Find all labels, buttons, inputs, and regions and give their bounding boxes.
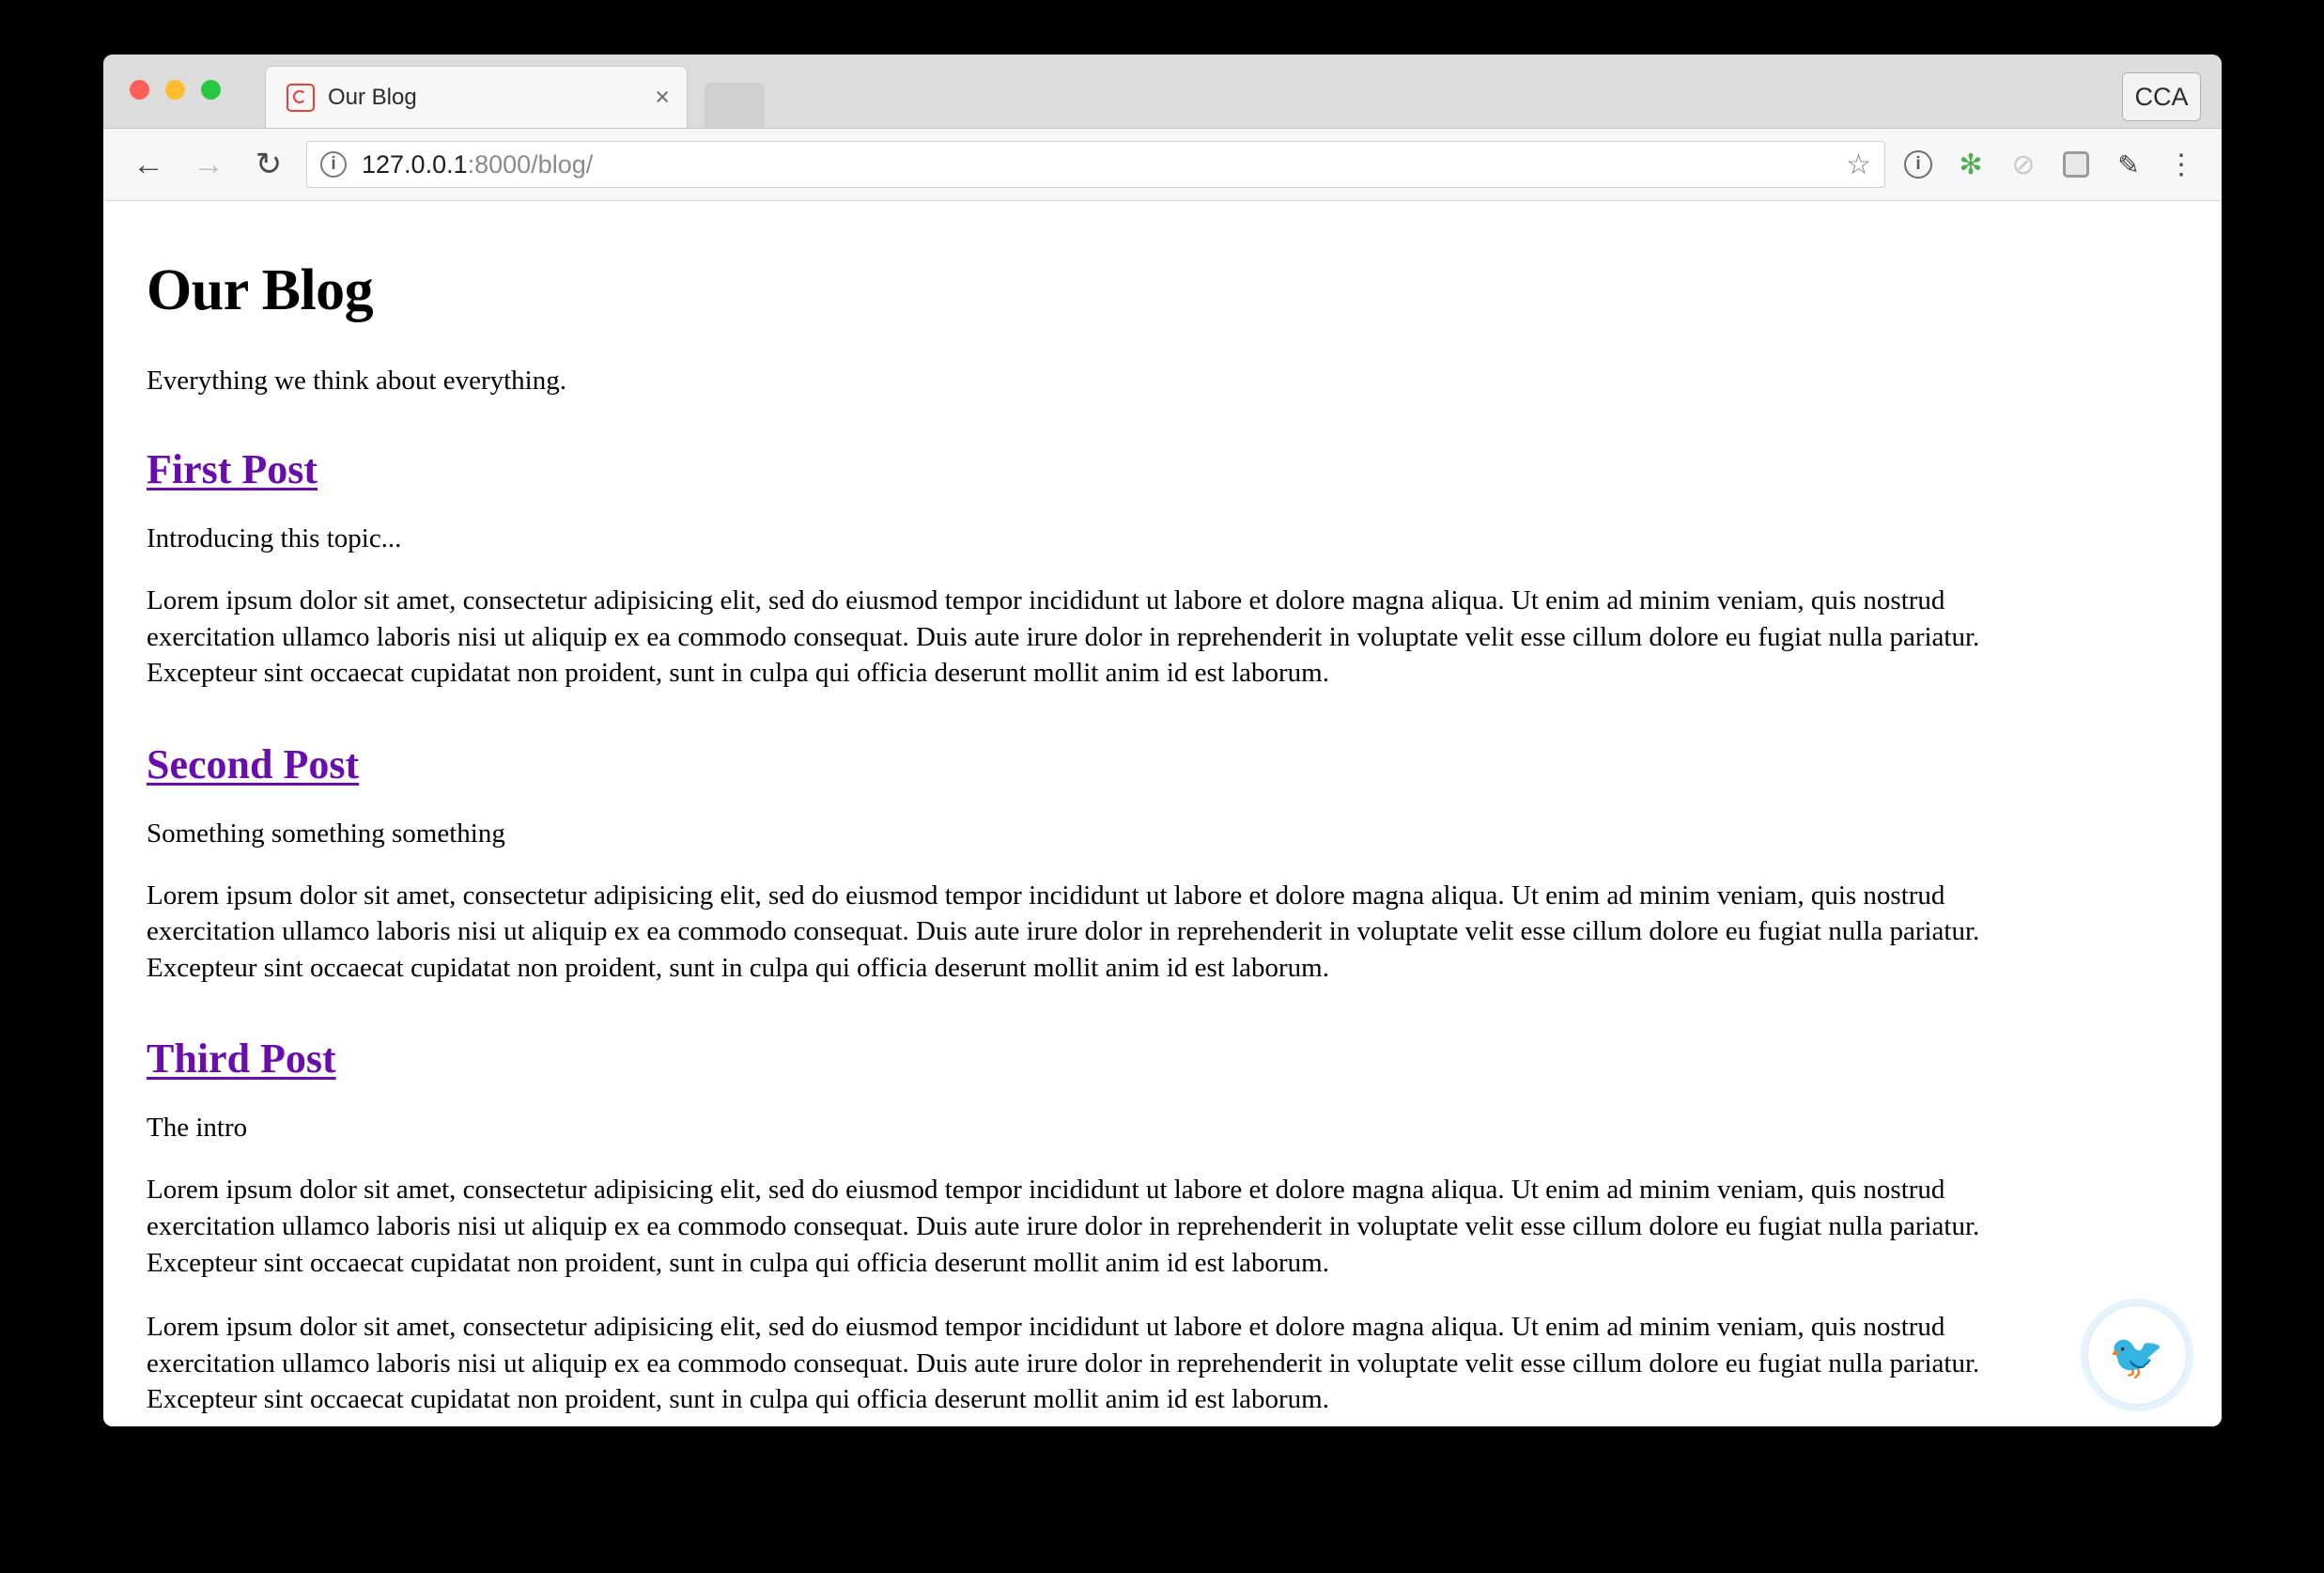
pencil-glyph: ✎ xyxy=(2117,149,2140,179)
address-bar-url xyxy=(362,150,593,179)
post-title-second xyxy=(147,740,2178,788)
reader-mode-icon[interactable] xyxy=(2058,147,2094,182)
cca-badge: CCA xyxy=(2122,72,2201,121)
post-intro-first: Introducing this topic... xyxy=(147,523,402,553)
tab-title: Our Blog xyxy=(328,84,417,110)
address-bar[interactable] xyxy=(306,141,1885,188)
new-tab-button[interactable] xyxy=(705,83,765,128)
browser-window xyxy=(103,55,2222,1426)
post-body-second: Lorem ipsum dolor sit amet, consectetur adipisicing elit, sed do eiusmod tempor incididunt ut labore et dolore magna aliqua. Ut enim ad minim veniam, quis nostrud exercitation ullamco laboris nisi ut aliquip ex ea commodo consequat. Duis aute irure dolor in reprehenderit in voluptate velit esse cillum dolore eu fugiat nulla pariatur. Excepteur sint occaecat cupidatat non proident, sunt in culpa qui officia deserunt mollit anim id est laborum. xyxy=(147,880,1980,983)
bookmark-star-icon[interactable]: ☆ xyxy=(1846,148,1871,180)
minimize-window-button[interactable] xyxy=(165,80,185,100)
info-circle-icon[interactable] xyxy=(1900,147,1936,182)
edit-pencil-icon[interactable] xyxy=(2111,147,2146,182)
chrome-menu-icon[interactable] xyxy=(2163,147,2199,182)
post-body-first: Lorem ipsum dolor sit amet, consectetur adipisicing elit, sed do eiusmod tempor incididunt ut labore et dolore magna aliqua. Ut enim ad minim veniam, quis nostrud exercitation ullamco laboris nisi ut aliquip ex ea commodo consequat. Duis aute irure dolor in reprehenderit in voluptate velit esse cillum dolore eu fugiat nulla pariatur. Excepteur sint occaecat cupidatat non proident, sunt in culpa qui officia deserunt mollit anim id est laborum. xyxy=(147,585,1980,689)
info-circle-glyph: i xyxy=(1904,150,1932,179)
puzzle-extension-icon[interactable] xyxy=(1953,147,1989,182)
post-title-first xyxy=(147,445,2178,493)
post-intro-third: The intro xyxy=(147,1113,248,1144)
blog-tagline: Everything we think about everything. xyxy=(147,366,566,396)
window-controls xyxy=(130,80,221,100)
maximize-window-button[interactable] xyxy=(201,80,221,100)
post-body-third-second-paragraph: Lorem ipsum dolor sit amet, consectetur adipisicing elit, sed do eiusmod tempor incididunt ut labore et dolore magna aliqua. Ut enim ad minim veniam, quis nostrud exercitation ullamco laboris nisi ut aliquip ex ea commodo consequat. Duis aute irure dolor in reprehenderit in voluptate velit esse cillum dolore eu fugiat nulla pariatur. Excepteur sint occaecat cupidatat non proident, sunt in culpa qui officia deserunt mollit anim id est laborum. xyxy=(147,1312,1980,1415)
forward-button[interactable]: → xyxy=(193,147,225,182)
page-content xyxy=(103,201,2222,1418)
assistant-bubble[interactable] xyxy=(2086,1304,2188,1406)
bird-icon: 🐦 xyxy=(2105,1327,2169,1385)
browser-tab[interactable] xyxy=(265,66,688,128)
post-link-third[interactable]: Third Post xyxy=(147,1036,336,1082)
extension-icons xyxy=(1900,147,2222,182)
post-body-third: Lorem ipsum dolor sit amet, consectetur adipisicing elit, sed do eiusmod tempor incididunt ut labore et dolore magna aliqua. Ut enim ad minim veniam, quis nostrud exercitation ullamco laboris nisi ut aliquip ex ea commodo consequat. Duis aute irure dolor in reprehenderit in voluptate velit esse cillum dolore eu fugiat nulla pariatur. Excepteur sint occaecat cupidatat non proident, sunt in culpa qui officia deserunt mollit anim id est laborum. xyxy=(147,1175,1980,1278)
page-title: Our Blog xyxy=(147,258,374,322)
site-info-icon[interactable]: i xyxy=(320,151,347,178)
reader-square-glyph xyxy=(2063,151,2089,178)
page-viewport xyxy=(103,201,2222,1426)
close-tab-icon[interactable]: × xyxy=(655,83,670,111)
kebab-glyph: ⋮ xyxy=(2167,148,2195,180)
post-link-second[interactable]: Second Post xyxy=(147,740,360,787)
post-title-third xyxy=(147,1035,2178,1082)
blocked-glyph: ⊘ xyxy=(2011,148,2036,180)
url-host: 127.0.0.1 xyxy=(362,149,468,179)
close-window-button[interactable] xyxy=(130,80,149,100)
blocked-icon[interactable] xyxy=(2006,147,2041,182)
back-button[interactable]: ← xyxy=(132,147,164,182)
post-link-first[interactable]: First Post xyxy=(147,446,318,492)
tab-strip xyxy=(103,55,2222,129)
reload-button[interactable]: ↻ xyxy=(255,147,283,182)
post-intro-second: Something something something xyxy=(147,818,505,849)
url-path: :8000/blog/ xyxy=(467,149,594,179)
blog-favicon-icon xyxy=(287,84,315,112)
browser-toolbar xyxy=(103,129,2222,201)
puzzle-glyph: ✻ xyxy=(1959,148,1983,180)
